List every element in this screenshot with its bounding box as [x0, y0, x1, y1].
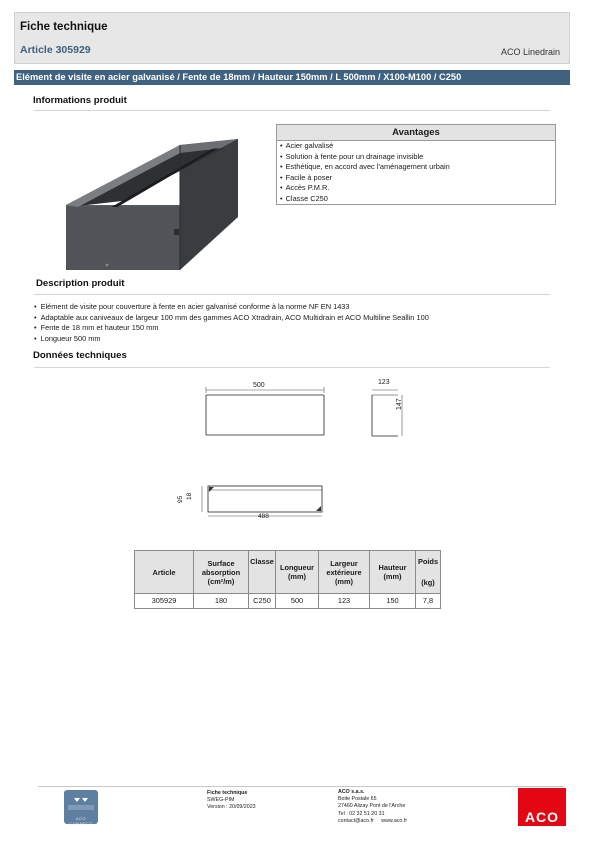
advantages-header — [277, 125, 555, 141]
column-header: Hauteur (mm) — [370, 551, 416, 594]
footer-divider — [38, 786, 564, 787]
column-header: Poids — [417, 557, 439, 566]
table-cell: 500 — [276, 594, 319, 609]
technical-table — [134, 550, 441, 609]
product-image — [62, 127, 242, 277]
column-header-weight — [416, 551, 441, 594]
footer-doc-title: Fiche technique — [207, 790, 248, 796]
column-header: Longueur (mm) — [276, 551, 319, 594]
dimension-length: 500 — [253, 382, 265, 389]
section-divider — [34, 367, 550, 368]
aco-connect-caption: ACO CONNECT — [69, 816, 93, 826]
drawing-top-view — [204, 378, 328, 445]
advantages-box — [276, 124, 556, 205]
table-cell: 150 — [370, 594, 416, 609]
advantages-list — [280, 141, 450, 205]
list-item: • Elément de visite pour couverture à fente en acier galvanisé conforme à la norme NF EN 1433 — [34, 302, 429, 313]
description-list — [34, 302, 429, 344]
table-cell: C250 — [249, 594, 276, 609]
dimension-width: 123 — [378, 379, 390, 386]
aco-brand-logo-text: ACO — [524, 809, 560, 825]
footer-address-2: 27460 Alizay Pont de l'Arche — [338, 803, 406, 810]
aco-brand-logo — [518, 788, 566, 826]
column-header: Largeur extérieure (mm) — [319, 551, 370, 594]
document-header — [14, 12, 570, 64]
section-divider — [34, 294, 550, 295]
footer-doc-version: Version : 20/09/2023 — [207, 804, 256, 811]
table-header-row — [135, 551, 441, 594]
list-item: • Fente de 18 mm et hauteur 150 mm — [34, 323, 429, 334]
footer-website[interactable]: www.aco.fr — [381, 817, 408, 824]
drawing-section-view — [190, 480, 330, 529]
aco-connect-logo — [64, 790, 98, 824]
footer-phone: Tel : 02 32 51 20 31 — [338, 810, 385, 817]
column-header-unit: (kg) — [421, 578, 435, 587]
column-header: Classe — [249, 551, 276, 594]
footer-doc-source: SWEG-PIM — [207, 797, 235, 804]
list-item: • Acier galvalisé — [280, 141, 450, 152]
footer-email[interactable]: contact@aco.fr — [338, 817, 374, 824]
footer-company-info — [338, 789, 407, 825]
list-item: • Longueur 500 mm — [34, 334, 429, 345]
column-header: Surface absorption (cm²/m) — [194, 551, 249, 594]
table-cell: 123 — [319, 594, 370, 609]
footer-document-info — [207, 790, 256, 812]
column-header: Article — [135, 551, 194, 594]
product-line: ACO Linedrain — [500, 47, 560, 57]
table-row — [135, 594, 441, 609]
footer-company: ACO s.a.s. — [338, 789, 365, 795]
list-item: • Esthétique, en accord avec l'aménagement urbain — [280, 162, 450, 173]
section-title-info: Informations produit — [33, 95, 127, 106]
list-item: • Accès P.M.R. — [280, 183, 450, 194]
dimension-section-height: 95 — [177, 495, 184, 503]
list-item: • Classe C250 — [280, 194, 450, 205]
section-divider — [34, 110, 550, 111]
table-cell: 305929 — [135, 594, 194, 609]
list-item: • Adaptable aux caniveaux de largeur 100 mm des gammes ACO Xtradrain, ACO Multidrain et ACO Multiline Seallin 100 — [34, 313, 429, 324]
dimension-height: 147 — [396, 398, 403, 410]
advantages-title: Avantages — [392, 127, 440, 138]
list-item: • Facile à poser — [280, 173, 450, 184]
list-item: • Solution à fente pour un drainage invisible — [280, 152, 450, 163]
drawing-side-view — [368, 378, 428, 445]
document-title: Fiche technique — [20, 21, 108, 33]
section-title-technical: Données techniques — [33, 350, 127, 361]
table-cell: 7,8 — [416, 594, 441, 609]
section-title-description: Description produit — [36, 278, 125, 289]
product-banner — [14, 70, 570, 85]
article-number: Article 305929 — [20, 44, 91, 56]
table-cell: 180 — [194, 594, 249, 609]
product-banner-text: Elément de visite en acier galvanisé / Fente de 18mm / Hauteur 150mm / L 500mm / X100-M100 / C250 — [16, 71, 462, 82]
footer-address-1: Boite Postale 65 — [338, 796, 377, 803]
dimension-section-length: 488 — [258, 513, 269, 520]
dimension-slot-height: 18 — [186, 492, 193, 500]
